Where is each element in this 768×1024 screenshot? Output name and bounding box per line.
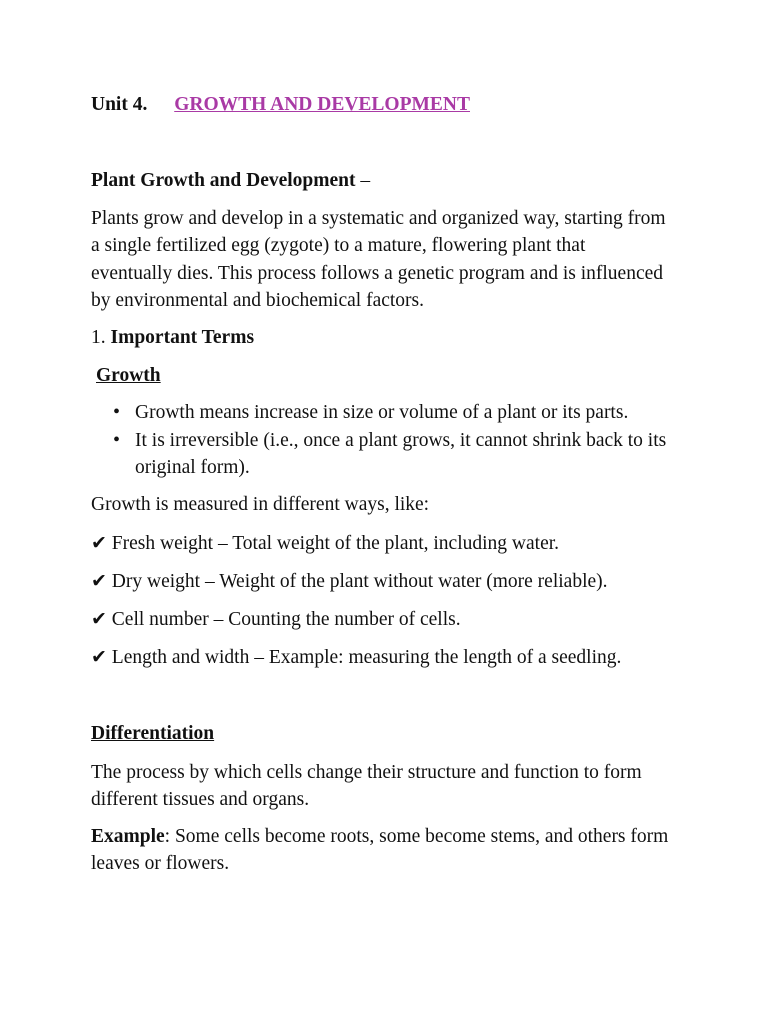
bullet-icon: • bbox=[113, 429, 121, 451]
measure-text: Dry weight – Weight of the plant without water (more reliable). bbox=[111, 571, 608, 592]
terms-heading-text: Important Terms bbox=[110, 327, 255, 348]
intro-paragraph: Plants grow and develop in a systematic and organized way, starting from a single fertilized egg (zygote) to a mature, flowering plant that eventually dies. This process follows a genetic program and is influenced by environmental and biochemical factors. bbox=[91, 208, 666, 311]
measure-text: Cell number – Counting the number of cells. bbox=[111, 609, 461, 630]
measure-item bbox=[91, 530, 559, 557]
list-item bbox=[113, 427, 673, 482]
important-terms-heading bbox=[91, 324, 254, 351]
section-heading bbox=[91, 167, 370, 194]
unit-title: GROWTH AND DEVELOPMENT bbox=[174, 94, 470, 115]
terms-number: 1. bbox=[91, 327, 111, 348]
example-text: : Some cells become roots, some become stems, and others form leaves or flowers. bbox=[91, 826, 669, 875]
unit-label: Unit 4. bbox=[91, 94, 148, 115]
checkmark-icon: ✔ bbox=[91, 609, 107, 630]
section-heading-text: Plant Growth and Development bbox=[91, 170, 356, 191]
differentiation-definition: The process by which cells change their structure and function to form different tissues and organs. bbox=[91, 762, 642, 811]
bullet-text: It is irreversible (i.e., once a plant grows, it cannot shrink back to its original form). bbox=[135, 430, 667, 479]
measure-text: Length and width – Example: measuring the length of a seedling. bbox=[111, 647, 622, 668]
list-item bbox=[113, 399, 673, 426]
measure-text: Fresh weight – Total weight of the plant, including water. bbox=[111, 533, 560, 554]
section-heading-dash: – bbox=[355, 170, 371, 191]
bullet-text: Growth means increase in size or volume of a plant or its parts. bbox=[135, 402, 629, 423]
checkmark-icon: ✔ bbox=[91, 533, 107, 554]
measure-item bbox=[91, 644, 621, 671]
measure-item bbox=[91, 568, 608, 595]
differentiation-example bbox=[91, 823, 671, 878]
bullet-icon: • bbox=[113, 401, 121, 423]
growth-heading: Growth bbox=[96, 365, 161, 386]
measure-item bbox=[91, 606, 461, 633]
measured-intro: Growth is measured in different ways, like: bbox=[91, 494, 430, 515]
checkmark-icon: ✔ bbox=[91, 647, 107, 668]
differentiation-heading: Differentiation bbox=[91, 723, 215, 744]
unit-header bbox=[91, 91, 470, 118]
checkmark-icon: ✔ bbox=[91, 571, 107, 592]
example-label: Example bbox=[91, 826, 165, 847]
